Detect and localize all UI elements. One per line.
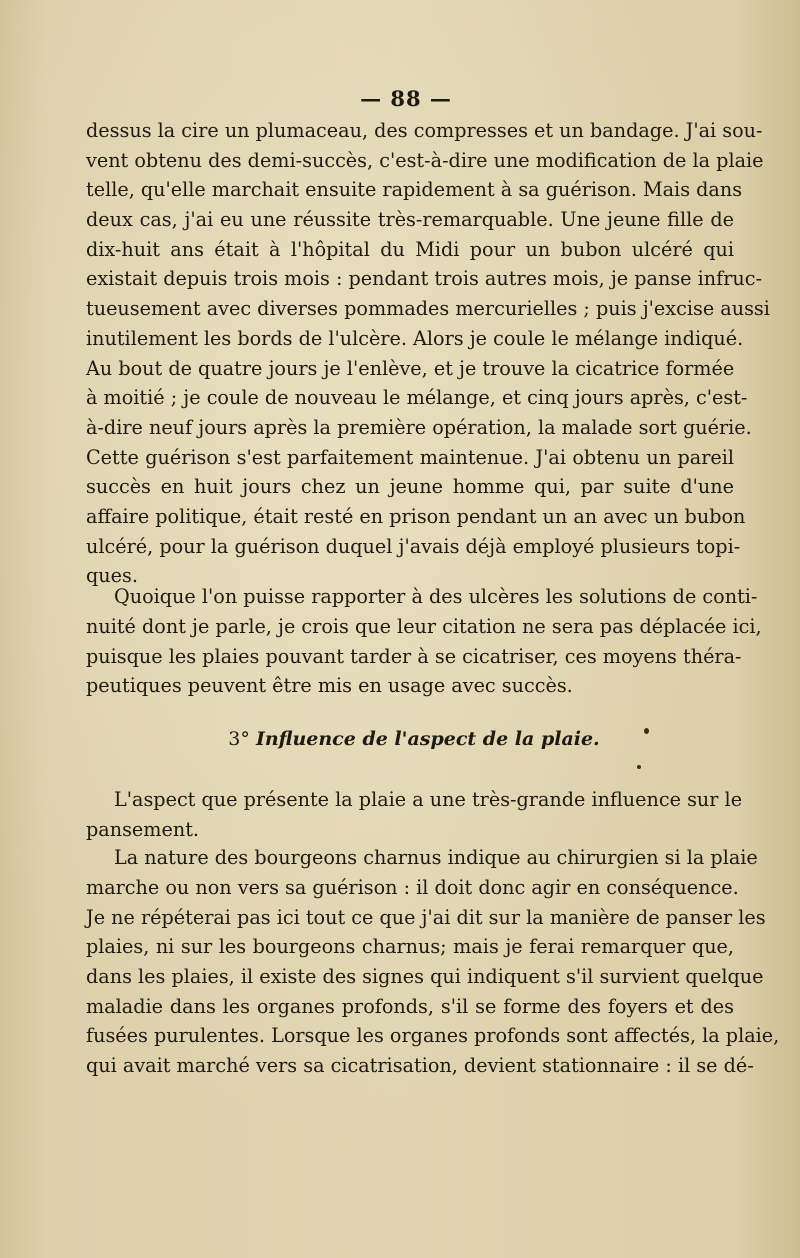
text-line: La nature des bourgeons charnus indique au chirurgien si la plaie	[114, 846, 758, 869]
paragraph-2	[86, 612, 762, 701]
text-line: peutiques peuvent être mis en usage avec succès.	[86, 674, 573, 698]
section-heading	[14, 728, 800, 750]
text-line: qui avait marché vers sa cicatrisation, devient stationnaire : il se dé-	[86, 1054, 754, 1078]
paragraph-2-first	[114, 582, 758, 612]
text-line: existait depuis trois mois : pendant trois autres mois, je panse infruc-	[86, 267, 762, 291]
text-line: dix-huit ans était à l'hôpital du Midi pour un bubon ulcéré qui	[86, 237, 734, 261]
text-line: L'aspect que présente la plaie a une très-grande influence sur le	[114, 788, 743, 811]
text-line: nuité dont je parle, je crois que leur citation ne sera pas déplacée ici,	[86, 615, 762, 638]
ink-speck	[637, 765, 641, 769]
text-line: plaies, ni sur les bourgeons charnus; mais je ferai remarquer que,	[86, 935, 734, 959]
text-line: deux cas, j'ai eu une réussite très-remarquable. Une jeune fille de	[86, 208, 734, 232]
text-line: dans les plaies, il existe des signes qui indiquent s'il survient quelque	[86, 965, 764, 989]
text-line: à-dire neuf jours après la première opération, la malade sort guérie.	[86, 415, 752, 439]
text-line: Cette guérison s'est parfaitement maintenue. J'ai obtenu un pareil	[86, 445, 734, 469]
text-line: pansement.	[86, 818, 199, 841]
text-line: vent obtenu des demi-succès, c'est-à-dire une modification de la plaie	[86, 148, 764, 172]
paragraph-4	[86, 873, 780, 1081]
paragraph-3-first	[114, 785, 743, 815]
text-line: dessus la cire un plumaceau, des compresses et un bandage. J'ai sou-	[86, 119, 763, 142]
text-line: affaire politique, était resté en prison pendant un an avec un bubon	[86, 504, 746, 528]
text-line: Au bout de quatre jours je l'enlève, et je trouve la cicatrice formée	[86, 356, 735, 380]
page-number	[0, 86, 800, 111]
ink-speck	[644, 728, 649, 734]
text-line: succès en huit jours chez un jeune homme qui, par suite d'une	[86, 475, 734, 499]
text-line: fusées purulentes. Lorsque les organes profonds sont affectés, la plaie,	[86, 1024, 780, 1048]
text-line: maladie dans les organes profonds, s'il se forme des foyers et des	[86, 994, 734, 1018]
text-line: telle, qu'elle marchait ensuite rapidement à sa guérison. Mais dans	[86, 178, 743, 202]
section-heading-title: Influence de l'aspect de la plaie.	[255, 728, 600, 750]
section-heading-number: 3°	[228, 728, 250, 750]
text-line: marche ou non vers sa guérison : il doit donc agir en conséquence.	[86, 876, 739, 899]
text-line: ques.	[86, 564, 138, 588]
paragraph-3	[86, 815, 734, 845]
text-line: à moitié ; je coule de nouveau le mélange, et cinq jours après, c'est-	[86, 386, 748, 410]
paragraph-4-first	[114, 843, 758, 873]
text-line: puisque les plaies pouvant tarder à se cicatriser, ces moyens théra-	[86, 644, 742, 668]
text-line: Quoique l'on puisse rapporter à des ulcères les solutions de conti-	[114, 585, 758, 608]
paragraph-1	[86, 116, 770, 591]
text-line: ulcéré, pour la guérison duquel j'avais déjà employé plusieurs topi-	[86, 534, 741, 558]
text-line: Je ne répéterai pas ici tout ce que j'ai dit sur la manière de panser les	[86, 905, 766, 929]
text-line: tueusement avec diverses pommades mercurielles ; puis j'excise aussi	[86, 297, 770, 321]
page-number-text: — 88 —	[360, 86, 452, 111]
text-line: inutilement les bords de l'ulcère. Alors je coule le mélange indiqué.	[86, 326, 744, 350]
